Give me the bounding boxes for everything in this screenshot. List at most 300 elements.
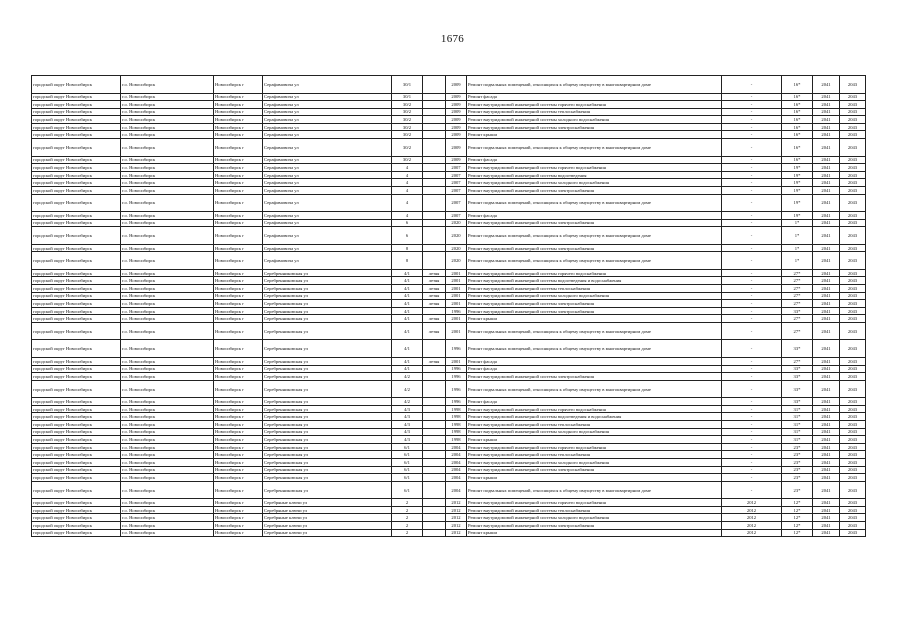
house-number-cell: 4/1 [392,315,423,323]
work-type-cell: Ремонт внутридомовой инженерной системы горячего водоснабжения [467,405,722,413]
table-row [32,164,866,172]
table-body [32,76,866,537]
build-year-cell: 2007 [446,164,467,172]
work-type-cell: Ремонт внутридомовой инженерной системы электроснабжения [467,300,722,308]
municipality-cell: г.о. Новосибирск [121,405,214,413]
wear-cell: 1* [782,252,813,270]
building-letter-cell [423,529,446,537]
plan-end-cell: 2043 [840,466,866,474]
plan-end-cell: 2043 [840,405,866,413]
district-cell: городской округ Новосибирск [32,421,121,429]
street-cell: Серебренниковская ул [263,373,392,381]
district-cell: городской округ Новосибирск [32,186,121,194]
building-letter-cell [423,76,446,94]
building-letter-cell [423,413,446,421]
street-cell: Серебряные ключи ул [263,506,392,514]
work-type-cell: Ремонт фасада [467,93,722,101]
house-number-cell: 4/1 [392,269,423,277]
table-row [32,93,866,101]
table-row [32,365,866,373]
plan-end-cell: 2043 [840,373,866,381]
table-row [32,405,866,413]
settlement-cell: Новосибирск г [214,373,263,381]
district-cell: городской округ Новосибирск [32,171,121,179]
plan-start-cell: 2041 [813,116,840,124]
municipality-cell: г.о. Новосибирск [121,459,214,467]
build-year-cell: 2009 [446,131,467,139]
work-type-cell: Ремонт подвальных помещений, относящихся к общему имуществу в многоквартирном доме [467,76,722,94]
street-cell: Серебренниковская ул [263,357,392,365]
build-year-cell: 2001 [446,277,467,285]
plan-end-cell: 2043 [840,451,866,459]
plan-start-cell: 2041 [813,93,840,101]
district-cell: городской округ Новосибирск [32,123,121,131]
last-repair-year-cell: 2012 [722,514,782,522]
settlement-cell: Новосибирск г [214,514,263,522]
district-cell: городской округ Новосибирск [32,474,121,482]
plan-end-cell: 2043 [840,277,866,285]
plan-start-cell: 2041 [813,186,840,194]
district-cell: городской округ Новосибирск [32,269,121,277]
settlement-cell: Новосибирск г [214,116,263,124]
street-cell: Серебренниковская ул [263,421,392,429]
building-letter-cell [423,194,446,212]
wear-cell: 27* [782,269,813,277]
plan-start-cell: 2041 [813,101,840,109]
plan-start-cell: 2041 [813,466,840,474]
house-number-cell: 30/1 [392,76,423,94]
municipality-cell: г.о. Новосибирск [121,481,214,499]
building-letter-cell [423,131,446,139]
work-type-cell: Ремонт внутридомовой инженерной системы электроснабжения [467,466,722,474]
table-row [32,428,866,436]
last-repair-year-cell: - [722,139,782,157]
build-year-cell: 1998 [446,428,467,436]
last-repair-year-cell: - [722,398,782,406]
municipality-cell: г.о. Новосибирск [121,506,214,514]
house-number-cell: 6/1 [392,474,423,482]
building-letter-cell: летяя [423,285,446,293]
building-letter-cell [423,451,446,459]
build-year-cell: 1998 [446,436,467,444]
build-year-cell: 2001 [446,285,467,293]
municipality-cell: г.о. Новосибирск [121,413,214,421]
district-cell: городской округ Новосибирск [32,315,121,323]
building-letter-cell [423,156,446,164]
plan-start-cell: 2041 [813,156,840,164]
municipality-cell: г.о. Новосибирск [121,380,214,398]
settlement-cell: Новосибирск г [214,156,263,164]
last-repair-year-cell: - [722,365,782,373]
house-number-cell: 8 [392,244,423,252]
last-repair-year-cell: - [722,101,782,109]
district-cell: городской округ Новосибирск [32,413,121,421]
municipality-cell: г.о. Новосибирск [121,101,214,109]
build-year-cell: 2007 [446,171,467,179]
plan-start-cell: 2041 [813,451,840,459]
house-number-cell: 4/1 [392,322,423,340]
plan-end-cell: 2043 [840,315,866,323]
municipality-cell: г.о. Новосибирск [121,529,214,537]
build-year-cell: 2012 [446,529,467,537]
house-number-cell: 4/1 [392,292,423,300]
municipality-cell: г.о. Новосибирск [121,76,214,94]
wear-cell: 16* [782,76,813,94]
settlement-cell: Новосибирск г [214,244,263,252]
district-cell: городской округ Новосибирск [32,365,121,373]
settlement-cell: Новосибирск г [214,131,263,139]
street-cell: Серебренниковская ул [263,340,392,358]
table-row [32,499,866,507]
house-number-cell: 4/3 [392,405,423,413]
municipality-cell: г.о. Новосибирск [121,212,214,220]
last-repair-year-cell: - [722,421,782,429]
table-row [32,398,866,406]
build-year-cell: 2004 [446,481,467,499]
last-repair-year-cell: - [722,269,782,277]
table-row [32,315,866,323]
municipality-cell: г.о. Новосибирск [121,269,214,277]
work-type-cell: Ремонт внутридомовой инженерной системы теплоснабжения [467,285,722,293]
building-letter-cell [423,459,446,467]
settlement-cell: Новосибирск г [214,171,263,179]
building-letter-cell [423,506,446,514]
wear-cell: 19* [782,164,813,172]
plan-start-cell: 2041 [813,357,840,365]
table-row [32,156,866,164]
district-cell: городской округ Новосибирск [32,164,121,172]
municipality-cell: г.о. Новосибирск [121,322,214,340]
municipality-cell: г.о. Новосибирск [121,171,214,179]
building-letter-cell [423,108,446,116]
plan-start-cell: 2041 [813,459,840,467]
wear-cell: 19* [782,212,813,220]
last-repair-year-cell: - [722,244,782,252]
build-year-cell: 2012 [446,522,467,530]
plan-start-cell: 2041 [813,499,840,507]
plan-end-cell: 2043 [840,244,866,252]
house-number-cell: 30/2 [392,156,423,164]
build-year-cell: 2009 [446,123,467,131]
last-repair-year-cell: - [722,171,782,179]
build-year-cell: 1996 [446,373,467,381]
district-cell: городской округ Новосибирск [32,307,121,315]
street-cell: Серебряные ключи ул [263,522,392,530]
municipality-cell: г.о. Новосибирск [121,108,214,116]
settlement-cell: Новосибирск г [214,252,263,270]
build-year-cell: 2001 [446,300,467,308]
building-letter-cell [423,164,446,172]
street-cell: Серафимовича ул [263,131,392,139]
plan-start-cell: 2041 [813,252,840,270]
plan-end-cell: 2043 [840,307,866,315]
table-row [32,277,866,285]
house-number-cell: 2 [392,529,423,537]
municipality-cell: г.о. Новосибирск [121,522,214,530]
plan-start-cell: 2041 [813,164,840,172]
building-letter-cell [423,227,446,245]
settlement-cell: Новосибирск г [214,474,263,482]
table-row [32,131,866,139]
plan-start-cell: 2041 [813,443,840,451]
municipality-cell: г.о. Новосибирск [121,116,214,124]
wear-cell: 31* [782,421,813,429]
street-cell: Серебренниковская ул [263,315,392,323]
street-cell: Серебряные ключи ул [263,499,392,507]
work-type-cell: Ремонт подвальных помещений, относящихся к общему имуществу в многоквартирном доме [467,252,722,270]
last-repair-year-cell: - [722,277,782,285]
plan-end-cell: 2043 [840,459,866,467]
building-letter-cell [423,474,446,482]
plan-end-cell: 2043 [840,93,866,101]
plan-start-cell: 2041 [813,108,840,116]
work-type-cell: Ремонт внутридомовой инженерной системы теплоснабжения [467,506,722,514]
last-repair-year-cell: - [722,300,782,308]
house-number-cell: 4/3 [392,428,423,436]
last-repair-year-cell: - [722,219,782,227]
build-year-cell: 2007 [446,179,467,187]
last-repair-year-cell: - [722,340,782,358]
last-repair-year-cell: - [722,373,782,381]
plan-start-cell: 2041 [813,194,840,212]
house-number-cell: 2 [392,522,423,530]
work-type-cell: Ремонт подвальных помещений, относящихся к общему имуществу в многоквартирном доме [467,481,722,499]
house-number-cell: 6/1 [392,466,423,474]
district-cell: городской округ Новосибирск [32,212,121,220]
work-type-cell: Ремонт внутридомовой инженерной системы теплоснабжения [467,108,722,116]
wear-cell: 16* [782,156,813,164]
work-type-cell: Ремонт внутридомовой инженерной системы горячего водоснабжения [467,269,722,277]
municipality-cell: г.о. Новосибирск [121,398,214,406]
plan-end-cell: 2043 [840,194,866,212]
build-year-cell: 2009 [446,101,467,109]
settlement-cell: Новосибирск г [214,529,263,537]
build-year-cell: 2012 [446,514,467,522]
municipality-cell: г.о. Новосибирск [121,139,214,157]
last-repair-year-cell: - [722,451,782,459]
plan-start-cell: 2041 [813,139,840,157]
district-cell: городской округ Новосибирск [32,244,121,252]
build-year-cell: 2007 [446,194,467,212]
wear-cell: 19* [782,179,813,187]
plan-start-cell: 2041 [813,380,840,398]
settlement-cell: Новосибирск г [214,522,263,530]
build-year-cell: 2001 [446,269,467,277]
wear-cell: 1* [782,227,813,245]
work-type-cell: Ремонт внутридомовой инженерной системы электроснабжения [467,522,722,530]
last-repair-year-cell: - [722,227,782,245]
last-repair-year-cell: - [722,413,782,421]
municipality-cell: г.о. Новосибирск [121,474,214,482]
plan-end-cell: 2043 [840,522,866,530]
table-row [32,101,866,109]
street-cell: Серебренниковская ул [263,292,392,300]
municipality-cell: г.о. Новосибирск [121,227,214,245]
plan-start-cell: 2041 [813,474,840,482]
municipality-cell: г.о. Новосибирск [121,436,214,444]
wear-cell: 16* [782,108,813,116]
last-repair-year-cell: - [722,428,782,436]
work-type-cell: Ремонт фасада [467,357,722,365]
municipality-cell: г.о. Новосибирск [121,451,214,459]
house-number-cell: 6 [392,227,423,245]
last-repair-year-cell: - [722,108,782,116]
building-letter-cell [423,398,446,406]
municipality-cell: г.о. Новосибирск [121,443,214,451]
plan-start-cell: 2041 [813,277,840,285]
building-letter-cell: летяя [423,300,446,308]
build-year-cell: 2001 [446,315,467,323]
house-number-cell: 6/1 [392,481,423,499]
table-row [32,481,866,499]
district-cell: городской округ Новосибирск [32,116,121,124]
build-year-cell: 2004 [446,451,467,459]
district-cell: городской округ Новосибирск [32,252,121,270]
last-repair-year-cell: - [722,380,782,398]
wear-cell: 19* [782,194,813,212]
plan-end-cell: 2043 [840,398,866,406]
municipality-cell: г.о. Новосибирск [121,307,214,315]
table-row [32,76,866,94]
build-year-cell: 1996 [446,365,467,373]
table-row [32,292,866,300]
plan-start-cell: 2041 [813,428,840,436]
wear-cell: 23* [782,451,813,459]
table-row [32,340,866,358]
build-year-cell: 2012 [446,499,467,507]
last-repair-year-cell: - [722,285,782,293]
plan-end-cell: 2043 [840,164,866,172]
work-type-cell: Ремонт крыши [467,131,722,139]
work-type-cell: Ремонт внутридомовой инженерной системы горячего водоснабжения [467,164,722,172]
build-year-cell: 2009 [446,139,467,157]
house-number-cell: 4/2 [392,398,423,406]
street-cell: Серафимовича ул [263,171,392,179]
work-type-cell: Ремонт подвальных помещений, относящихся к общему имуществу в многоквартирном доме [467,139,722,157]
street-cell: Серафимовича ул [263,219,392,227]
building-letter-cell [423,93,446,101]
district-cell: городской округ Новосибирск [32,340,121,358]
wear-cell: 31* [782,428,813,436]
wear-cell: 1* [782,219,813,227]
house-number-cell: 30/2 [392,123,423,131]
build-year-cell: 2009 [446,108,467,116]
plan-end-cell: 2043 [840,156,866,164]
house-number-cell: 4 [392,164,423,172]
street-cell: Серафимовича ул [263,123,392,131]
build-year-cell: 2012 [446,506,467,514]
settlement-cell: Новосибирск г [214,194,263,212]
street-cell: Серебренниковская ул [263,459,392,467]
plan-end-cell: 2043 [840,139,866,157]
district-cell: городской округ Новосибирск [32,529,121,537]
house-number-cell: 4 [392,171,423,179]
settlement-cell: Новосибирск г [214,101,263,109]
build-year-cell: 2009 [446,116,467,124]
wear-cell: 19* [782,171,813,179]
street-cell: Серафимовича ул [263,108,392,116]
plan-start-cell: 2041 [813,373,840,381]
work-type-cell: Ремонт крыши [467,436,722,444]
district-cell: городской округ Новосибирск [32,428,121,436]
work-type-cell: Ремонт крыши [467,315,722,323]
building-letter-cell [423,219,446,227]
municipality-cell: г.о. Новосибирск [121,365,214,373]
municipality-cell: г.о. Новосибирск [121,131,214,139]
wear-cell: 27* [782,292,813,300]
district-cell: городской округ Новосибирск [32,93,121,101]
wear-cell: 16* [782,123,813,131]
house-number-cell: 30/1 [392,93,423,101]
street-cell: Серафимовича ул [263,76,392,94]
table-row [32,179,866,187]
last-repair-year-cell: - [722,156,782,164]
district-cell: городской округ Новосибирск [32,219,121,227]
last-repair-year-cell: 2012 [722,506,782,514]
plan-end-cell: 2043 [840,529,866,537]
plan-end-cell: 2043 [840,179,866,187]
municipality-cell: г.о. Новосибирск [121,466,214,474]
district-cell: городской округ Новосибирск [32,481,121,499]
work-type-cell: Ремонт фасада [467,365,722,373]
settlement-cell: Новосибирск г [214,108,263,116]
building-letter-cell [423,340,446,358]
plan-end-cell: 2043 [840,252,866,270]
building-letter-cell [423,307,446,315]
building-letter-cell [423,365,446,373]
wear-cell: 33* [782,365,813,373]
last-repair-year-cell: - [722,466,782,474]
plan-start-cell: 2041 [813,227,840,245]
wear-cell: 12* [782,506,813,514]
house-number-cell: 30/2 [392,131,423,139]
municipality-cell: г.о. Новосибирск [121,292,214,300]
municipality-cell: г.о. Новосибирск [121,252,214,270]
table-row [32,186,866,194]
plan-end-cell: 2043 [840,108,866,116]
plan-end-cell: 2043 [840,131,866,139]
building-letter-cell [423,123,446,131]
district-cell: городской округ Новосибирск [32,466,121,474]
district-cell: городской округ Новосибирск [32,322,121,340]
last-repair-year-cell: - [722,123,782,131]
settlement-cell: Новосибирск г [214,219,263,227]
build-year-cell: 1996 [446,380,467,398]
building-letter-cell [423,244,446,252]
building-letter-cell [423,212,446,220]
build-year-cell: 2001 [446,357,467,365]
last-repair-year-cell: 2012 [722,522,782,530]
table-row [32,421,866,429]
plan-start-cell: 2041 [813,421,840,429]
plan-end-cell: 2043 [840,481,866,499]
district-cell: городской округ Новосибирск [32,405,121,413]
street-cell: Серафимовича ул [263,194,392,212]
settlement-cell: Новосибирск г [214,179,263,187]
building-letter-cell [423,405,446,413]
district-cell: городской округ Новосибирск [32,300,121,308]
build-year-cell: 1998 [446,413,467,421]
house-number-cell: 2 [392,506,423,514]
work-type-cell: Ремонт внутридомовой инженерной системы теплоснабжения [467,421,722,429]
last-repair-year-cell: - [722,459,782,467]
plan-end-cell: 2043 [840,123,866,131]
plan-start-cell: 2041 [813,398,840,406]
plan-end-cell: 2043 [840,285,866,293]
plan-start-cell: 2041 [813,269,840,277]
build-year-cell: 2004 [446,474,467,482]
street-cell: Серебренниковская ул [263,474,392,482]
